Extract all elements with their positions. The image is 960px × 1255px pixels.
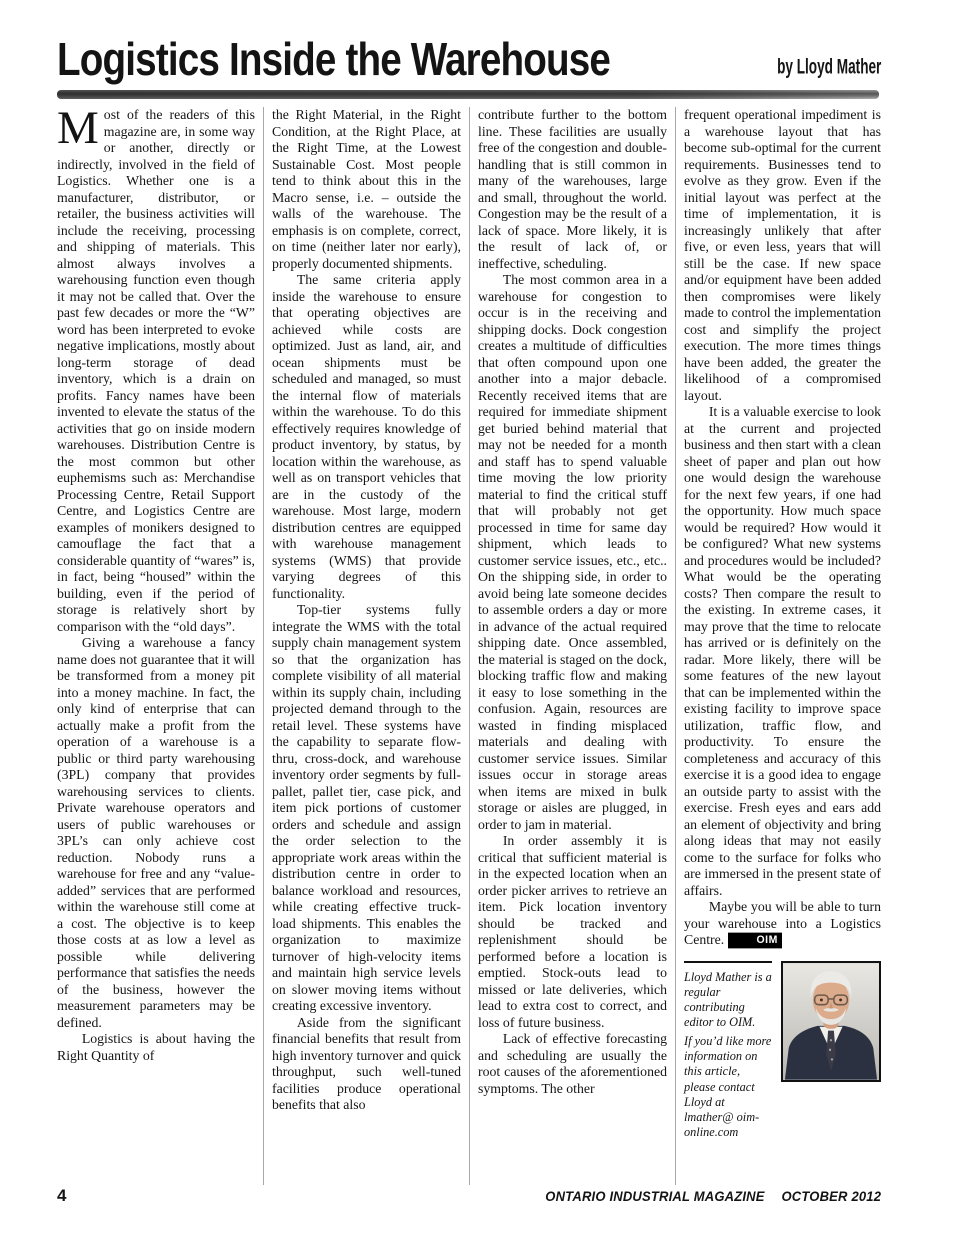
article-paragraph: It is a valuable exercise to look at the current and projected business and then start with a clean sheet of paper and plan out how one would design the warehouse for the next few years, if one had the opportunity. How much space would be required? How would it be configured? What new systems and procedures would be included? What would be the operating costs? Then compare the result to the existing. In extreme cases, it may prove that the time to relocate has arrived or is definitely on the radar. More likely, there will be some features of the new layout that can be implemented within the existing facility to improve space utilization, traffic flow, and productivity. To ensure the completeness and accuracy of this exercise it is a good idea to engage an outside party to assist with the exercise. Fresh eyes and ears add an element of objectivity and bring along ideas that may not easily come to the surface for folks who are immersed in the present state of affairs.	[684, 404, 881, 898]
article-column-3	[469, 107, 675, 1185]
article-body	[57, 107, 881, 1185]
article-paragraph: Logistics is about having the Right Quantity of	[57, 1031, 255, 1063]
bio-text-line: If you’d like more information on this article, please contact Lloyd at lmather@ oim-online.com	[684, 1033, 772, 1140]
article-column-4	[675, 107, 881, 1185]
article-header	[57, 33, 881, 85]
article-paragraph: Top-tier systems fully integrate the WMS with the total supply chain management system so that the organization has complete visibility of all material within its supply chain, including projected demand through to the retail level. These systems have the capability to separate flow-thru, cross-dock, and warehouse inventory order segments by full-pallet, pallet tier, case pick, and item pick portions of customer orders and schedule and assign the order selection to the appropriate work areas within the distribution centre in order to balance workload and resources, while creating effective truck-load shipments. This enables the organization to maximize turnover of high-velocity items and maintain high service levels on slower moving items without creating excessive inventory.	[272, 602, 461, 1013]
page-number: 4	[57, 1186, 67, 1205]
article-paragraph: Most of the readers of this magazine are, in some way or another, directly or indirectly, involved in the field of Logistics. Whether one is a manufacturer, distributor, or retailer, the business activities will include the receiving, processing and shipping of materials. This almost always involves a warehousing function even though it may not be called that. Over the past few decades or more the “W” word has been interpreted to evoke negative implications, mostly about long-term storage of dead inventory, which is a drain on profits. Fancy names have been invented to elevate the status of the activities that go on inside modern warehouses. Distribution Centre is the most common but other euphemisms such as: Merchandise Processing Centre, Retail Support Centre, and Logistics Centre are examples of monikers designed to camouflage the fact that a considerable quantity of “wares” is, in fact, being “housed” within the building, even if the period of storage is relatively short by comparison with the “old days”.	[57, 107, 255, 634]
article-paragraph: The most common area in a warehouse for congestion to occur is in the receiving and shipping docks. Dock congestion creates a multitude of difficulties that often compound upon one another into a major debacle. Recently received items that are required for immediate shipment get buried behind material that may not be needed for a month and staff has to spend valuable time moving the low priority material to find the critical stuff that will probably not get processed in time for same day shipment, which leads to customer service issues, etc., etc.. On the shipping side, in order to avoid being late someone decides to assemble orders a day or more in advance of the actual required shipping date. Once assembled, the material is staged on the dock, blocking traffic flow and making it easy to lose something in the confusion. Again, resources are wasted in finding misplaced materials and dealing with customer service issues. Similar issues occur in storage areas when items are mixed in bulk storage or aisles are plugged, in order to jam in material.	[478, 272, 667, 832]
article-paragraph: The same criteria apply inside the warehouse to ensure that operating objectives are achieved while costs are optimized. Just as land, air, and ocean shipments must be scheduled and managed, so must the internal flow of materials within the warehouse. To do this effectively requires knowledge of product inventory, by status, by location within the warehouse, as well as on transport vehicles that are in the custody of the warehouse. Most large, modern distribution centres are equipped with warehouse management systems (WMS) that provide varying degrees of this functionality.	[272, 272, 461, 601]
article-paragraph: Giving a warehouse a fancy name does not guarantee that it will be transformed from a money pit into a money machine. In fact, the only kind of enterprise that can actually make a profit from the operation of a warehouse is a public or third party warehousing (3PL) company that provides warehousing services to clients. Private warehouse operators and users of public warehouses or 3PL’s can only achieve cost reduction. Nobody runs a warehouse for free and any “value-added” services that are performed within the warehouse still come at a cost. The objective is to keep those costs at as low a level as possible while delivering performance that satisfies the needs of the business, however the measurement parameters may be defined.	[57, 635, 255, 1030]
article-column-2	[263, 107, 469, 1185]
header-divider-bar	[57, 90, 879, 99]
article-paragraph: frequent operational impediment is a warehouse layout that has become sub-optimal for the current requirements. Businesses tend to evolve as they grow. Even if the initial layout was perfect at the time of implementation, it is increasingly unlikely that after five, or even less, years that will still be the case. If new space and/or equipment have been added then compromises were likely made to control the implementation cost and simplify the project execution. The more times things have been added, the greater the likelihood of a compromised layout.	[684, 107, 881, 403]
author-photo	[781, 961, 881, 1082]
oim-badge: OIM	[728, 933, 782, 949]
portrait-illustration	[783, 963, 879, 1080]
page-footer	[57, 1186, 881, 1206]
byline: by Lloyd Mather	[776, 55, 881, 79]
article-paragraph: contribute further to the bottom line. These facilities are usually free of the congestion and double-handling that is still common in many of the warehouses, large and small, throughout the world. Congestion may be the result of a lack of space. More likely, it is the result of lack of, or ineffective, scheduling.	[478, 107, 667, 271]
article-column-1	[57, 107, 263, 1185]
article-paragraph: Lack of effective forecasting and scheduling are usually the root causes of the aforementioned symptoms. The other	[478, 1031, 667, 1096]
drop-cap: M	[57, 107, 99, 154]
article-paragraph: Maybe you will be able to turn your warehouse into a Logistics Centre. OIM	[684, 899, 881, 947]
issue-date: OCTOBER 2012	[781, 1188, 881, 1204]
article-column-4-text	[684, 107, 881, 949]
magazine-name: ONTARIO INDUSTRIAL MAGAZINE	[545, 1188, 765, 1204]
footer-publication-line	[545, 1188, 881, 1204]
article-paragraph: the Right Material, in the Right Condition, at the Right Place, at the Right Time, at the Lowest Sustainable Cost. Most people tend to think about this in the Macro sense, i.e. – outside the walls of the warehouse. The emphasis is on complete, correct, on time (neither later nor early), properly documented shipments.	[272, 107, 461, 271]
bio-text-line: Lloyd Mather is a regular contributing editor to OIM.	[684, 969, 772, 1030]
author-bio	[684, 961, 881, 1144]
article-paragraph: Aside from the significant financial benefits that result from high inventory turnover and quick throughput, such well-tuned facilities produce operational benefits that also	[272, 1014, 461, 1112]
author-bio-text	[684, 961, 772, 1144]
article-paragraph: In order assembly it is critical that sufficient material is in the expected location when an order picker arrives to retrieve an item. Pick location inventory should be tracked and replenishment should be performed before a location is emptied. Stock-outs lead to missed or late deliveries, which lead to extra cost to correct, and loss of future business.	[478, 833, 667, 1030]
page-title: Logistics Inside the Warehouse	[57, 33, 611, 85]
